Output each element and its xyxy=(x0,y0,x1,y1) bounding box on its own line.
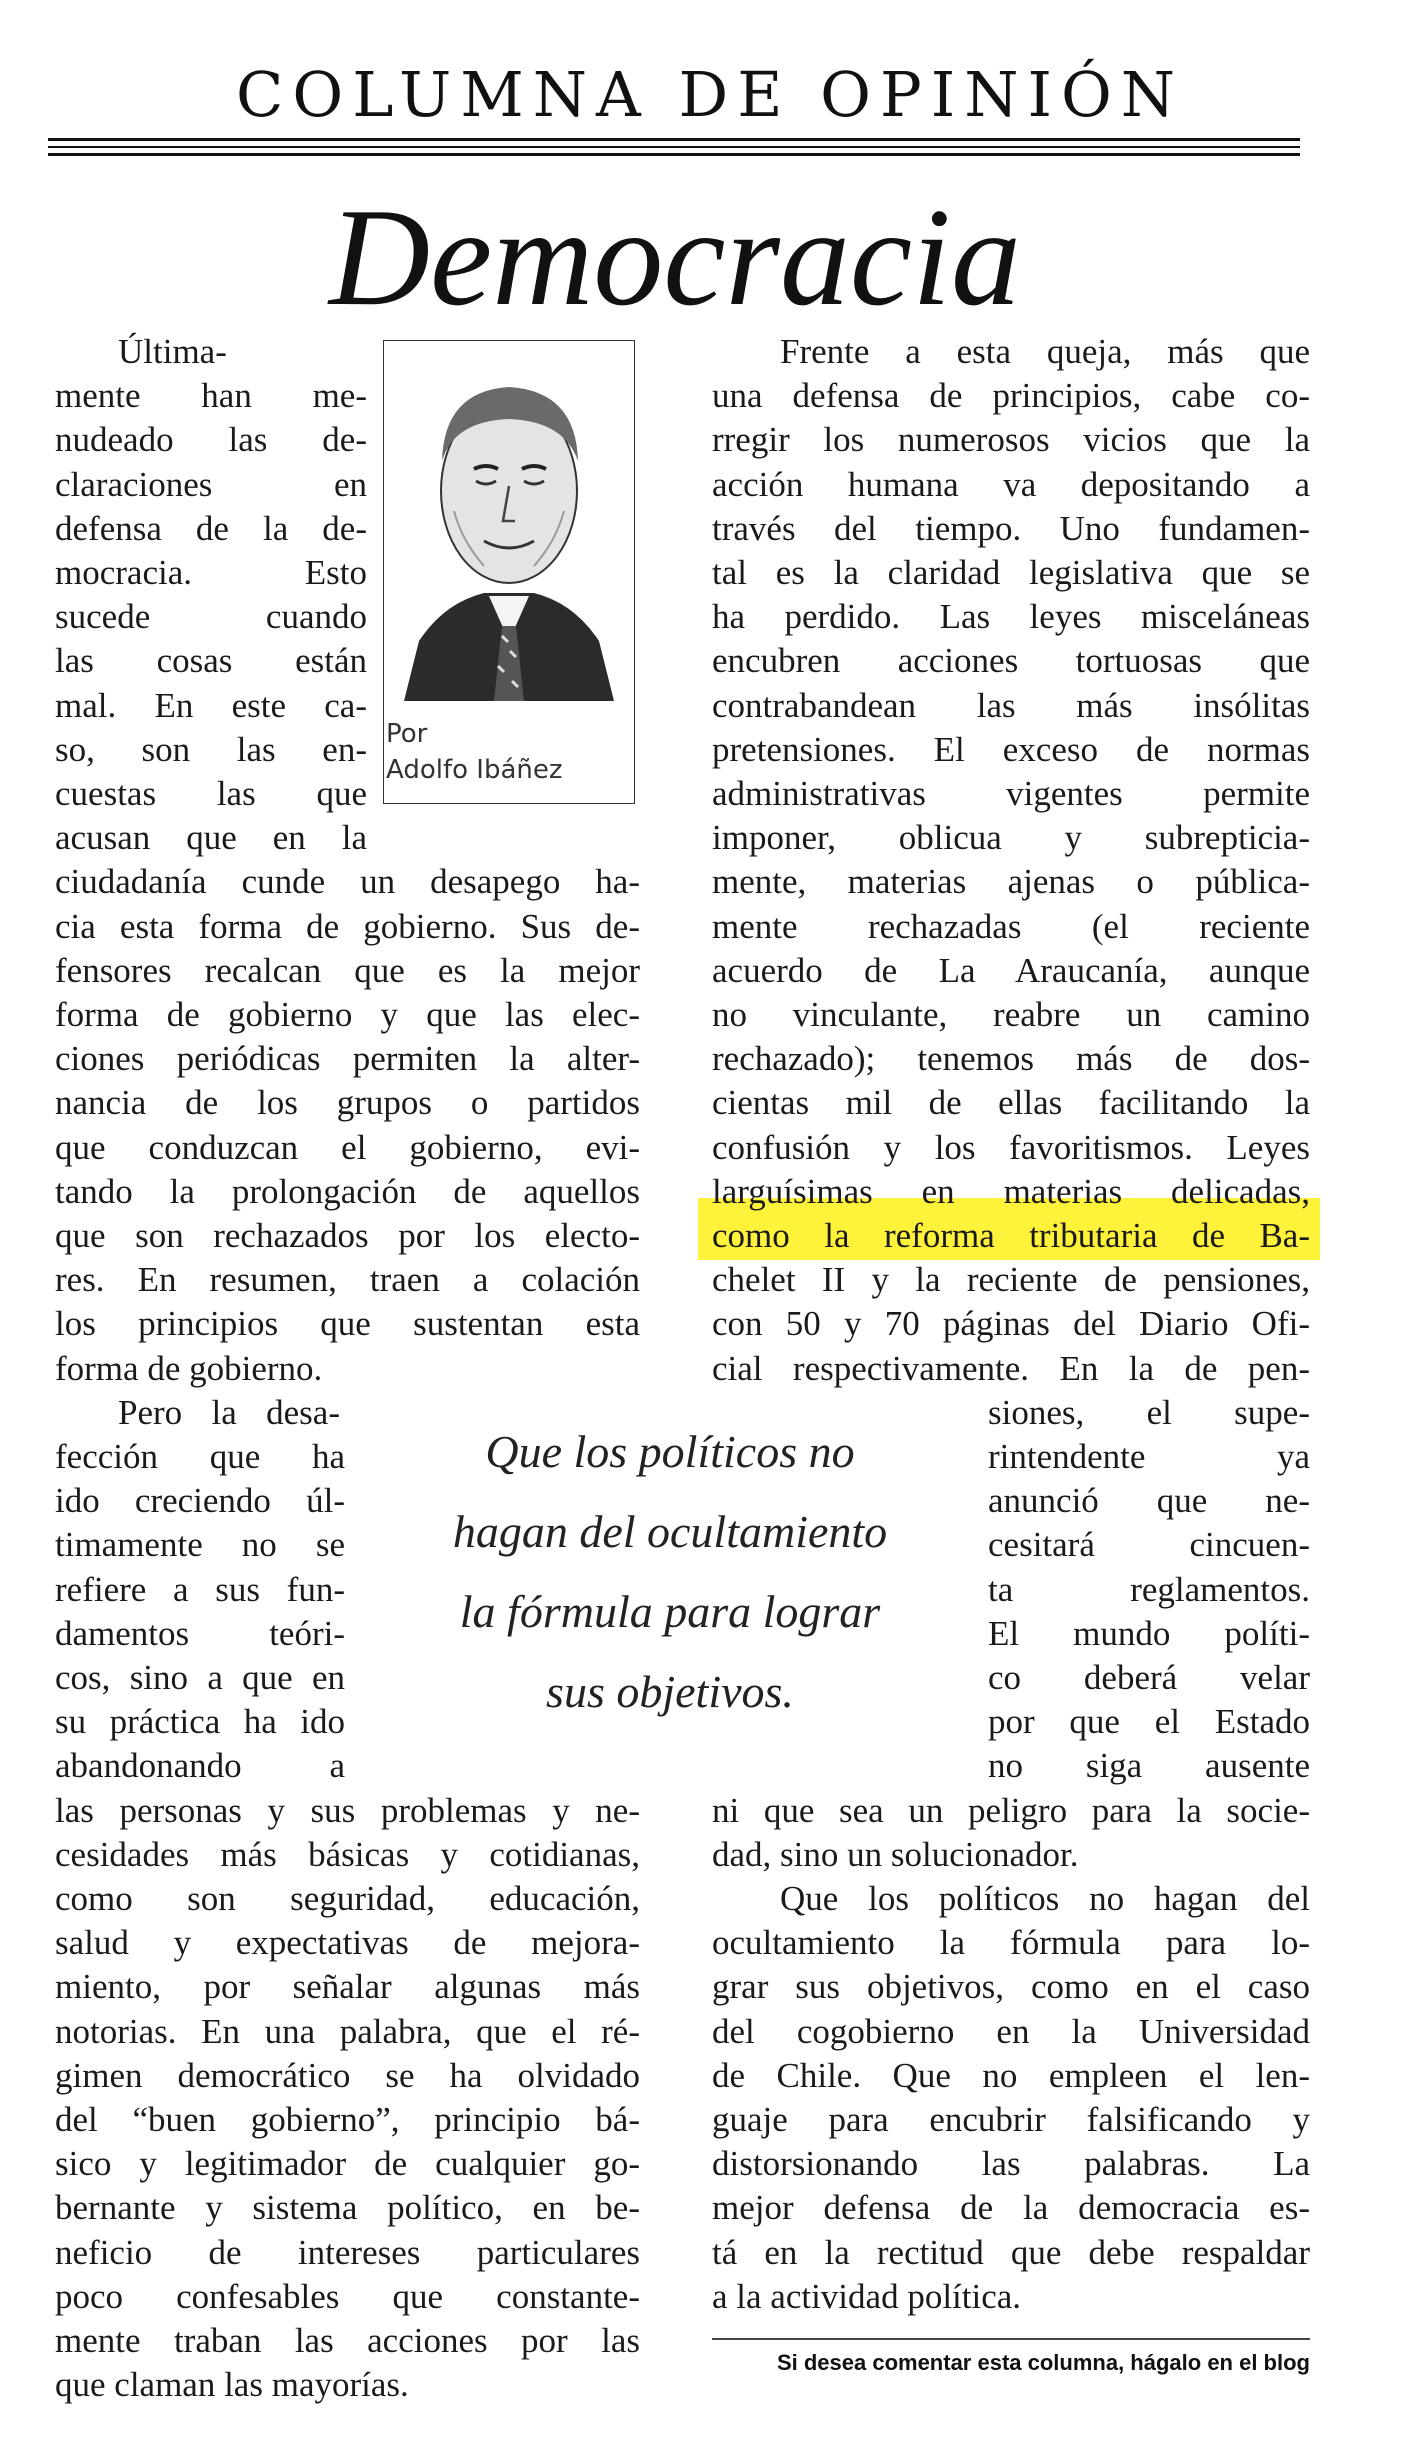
text-line: rechazado); tenemos más de dos- xyxy=(712,1039,1310,1079)
text-line: Frente a esta queja, más que xyxy=(780,332,1310,371)
text-line: mente traban las acciones por las xyxy=(55,2321,640,2360)
text-line: cia esta forma de gobierno. Sus de- xyxy=(55,906,640,946)
text-line: través del tiempo. Uno fundamen- xyxy=(712,508,1310,548)
text-line: mocracia. Esto xyxy=(55,553,367,592)
text-line: del “buen gobierno”, principio bá- xyxy=(55,2100,640,2139)
text-line: so, son las en- xyxy=(55,729,367,769)
text-line: acusan que en la xyxy=(55,818,367,858)
text-line: mejor defensa de la democracia es- xyxy=(712,2188,1310,2228)
text-line: que son rechazados por los electo- xyxy=(55,1216,640,1255)
text-line: sucede cuando xyxy=(55,597,367,637)
text-line: abandonando a xyxy=(55,1746,345,1786)
text-line: sico y legitimador de cualquier go- xyxy=(55,2144,640,2184)
text-line: salud y expectativas de mejora- xyxy=(55,1923,640,1963)
text-line: cientas mil de ellas facilitando la xyxy=(712,1083,1310,1123)
text-line: cesitará cincuen- xyxy=(988,1525,1310,1565)
text-line: ta reglamentos. xyxy=(988,1569,1310,1609)
author-photo-box xyxy=(383,340,635,804)
text-line: su práctica ha ido xyxy=(55,1702,345,1742)
pull-quote-line: sus objetivos. xyxy=(546,1666,794,1717)
text-line: como son seguridad, educación, xyxy=(55,1879,640,1918)
text-line: confusión y los favoritismos. Leyes xyxy=(712,1127,1310,1167)
text-line: que conduzcan el gobierno, evi- xyxy=(55,1127,640,1167)
headline: Democracia xyxy=(328,180,1021,335)
pull-quote-line: hagan del ocultamiento xyxy=(452,1506,888,1557)
section-title: COLUMNA DE OPINIÓN xyxy=(235,58,1185,131)
text-line: damentos teóri- xyxy=(55,1613,345,1653)
top-rule-thin xyxy=(48,146,1300,148)
byline-author: Adolfo Ibáñez xyxy=(386,755,563,785)
text-line: dad, sino un solucionador. xyxy=(712,1834,1079,1874)
text-line: notorias. En una palabra, que el ré- xyxy=(55,2011,640,2051)
footer-note: Si desea comentar esta columna, hágalo en el blog xyxy=(776,2350,1310,2375)
text-line: nancia de los grupos o partidos xyxy=(55,1083,640,1123)
text-line: cuestas las que xyxy=(55,774,367,813)
text-line: co deberá velar xyxy=(988,1658,1310,1697)
text-line: res. En resumen, traen a colación xyxy=(55,1260,640,1300)
text-line: ha perdido. Las leyes misceláneas xyxy=(712,597,1310,637)
text-line: neficio de intereses particulares xyxy=(55,2232,640,2272)
text-line: rintendente ya xyxy=(988,1437,1310,1476)
text-line: forma de gobierno. xyxy=(55,1348,323,1388)
text-line: que claman las mayorías. xyxy=(55,2365,409,2405)
text-line: contrabandean las más insólitas xyxy=(712,685,1310,725)
footer-rule xyxy=(712,2338,1310,2340)
text-line: Última- xyxy=(118,332,227,371)
text-line: refiere a sus fun- xyxy=(55,1569,345,1609)
text-line: El mundo políti- xyxy=(988,1613,1310,1653)
text-line: fensores recalcan que es la mejor xyxy=(55,950,640,990)
text-line: tal es la claridad legislativa que se xyxy=(712,553,1310,592)
text-line: del cogobierno en la Universidad xyxy=(712,2011,1310,2051)
pull-quote-line: la fórmula para lograr xyxy=(459,1586,881,1637)
text-line: claraciones en xyxy=(55,464,367,504)
text-line: con 50 y 70 páginas del Diario Ofi- xyxy=(712,1304,1310,1344)
byline-prefix: Por xyxy=(386,719,428,749)
text-line: ciones periódicas permiten la alter- xyxy=(55,1039,640,1079)
text-line: mente han me- xyxy=(55,376,367,416)
text-line: acuerdo de La Araucanía, aunque xyxy=(712,950,1310,990)
text-line: cos, sino a que en xyxy=(55,1658,345,1697)
text-line: larguísimas en materias delicadas, xyxy=(712,1171,1310,1211)
text-line: mal. En este ca- xyxy=(55,685,367,725)
text-line: cial respectivamente. En la de pen- xyxy=(712,1348,1310,1388)
text-line: de Chile. Que no empleen el len- xyxy=(712,2055,1310,2095)
text-line: encubren acciones tortuosas que xyxy=(712,641,1310,681)
top-rule-bottom xyxy=(48,153,1300,156)
text-line: chelet II y la reciente de pensiones, xyxy=(712,1260,1310,1300)
text-line: mente, materias ajenas o pública- xyxy=(712,862,1310,902)
text-line: guaje para encubrir falsificando y xyxy=(712,2100,1310,2139)
text-line: miento, por señalar algunas más xyxy=(55,1967,640,2007)
text-line: una defensa de principios, cabe co- xyxy=(712,376,1310,416)
text-line: acción humana va depositando a xyxy=(712,464,1310,504)
text-line: rregir los numerosos vicios que la xyxy=(712,420,1310,460)
text-line: Pero la desa- xyxy=(118,1392,340,1432)
text-line: ciudadanía cunde un desapego ha- xyxy=(55,862,640,902)
text-line: Que los políticos no hagan del xyxy=(780,1879,1310,1918)
text-line: a la actividad política. xyxy=(712,2276,1022,2316)
text-line: ocultamiento la fórmula para lo- xyxy=(712,1923,1310,1963)
text-line: como la reforma tributaria de Ba- xyxy=(712,1216,1310,1255)
text-line: por que el Estado xyxy=(988,1702,1310,1742)
text-line: anunció que ne- xyxy=(988,1481,1310,1521)
text-line: no vinculante, reabre un camino xyxy=(712,995,1310,1034)
text-line: forma de gobierno y que las elec- xyxy=(55,995,640,1034)
top-rule xyxy=(48,138,1300,141)
text-line: las personas y sus problemas y ne- xyxy=(55,1790,640,1830)
text-line: los principios que sustentan esta xyxy=(55,1304,640,1344)
text-line: no siga ausente xyxy=(988,1746,1310,1786)
pull-quote-line: Que los políticos no xyxy=(485,1426,855,1477)
text-line: mente rechazadas (el reciente xyxy=(712,906,1310,946)
text-line: cesidades más básicas y cotidianas, xyxy=(55,1834,640,1874)
text-line: tá en la rectitud que debe respaldar xyxy=(712,2232,1310,2272)
text-line: las cosas están xyxy=(55,641,367,681)
text-line: defensa de la de- xyxy=(55,508,367,548)
text-line: fección que ha xyxy=(55,1437,345,1476)
text-line: nudeado las de- xyxy=(55,420,367,460)
author-portrait xyxy=(384,341,634,701)
text-line: poco confesables que constante- xyxy=(55,2276,640,2316)
text-line: siones, el supe- xyxy=(988,1392,1310,1432)
text-line: gimen democrático se ha olvidado xyxy=(55,2055,640,2095)
text-line: ni que sea un peligro para la socie- xyxy=(712,1790,1310,1830)
text-line: grar sus objetivos, como en el caso xyxy=(712,1967,1310,2007)
text-line: imponer, oblicua y subrepticia- xyxy=(712,818,1310,858)
text-line: distorsionando las palabras. La xyxy=(712,2144,1310,2184)
text-line: bernante y sistema político, en be- xyxy=(55,2188,640,2228)
text-line: timamente no se xyxy=(55,1525,345,1565)
text-line: pretensiones. El exceso de normas xyxy=(712,729,1310,769)
text-line: ido creciendo úl- xyxy=(55,1481,345,1521)
text-line: tando la prolongación de aquellos xyxy=(55,1171,640,1211)
text-line: administrativas vigentes permite xyxy=(712,774,1310,813)
